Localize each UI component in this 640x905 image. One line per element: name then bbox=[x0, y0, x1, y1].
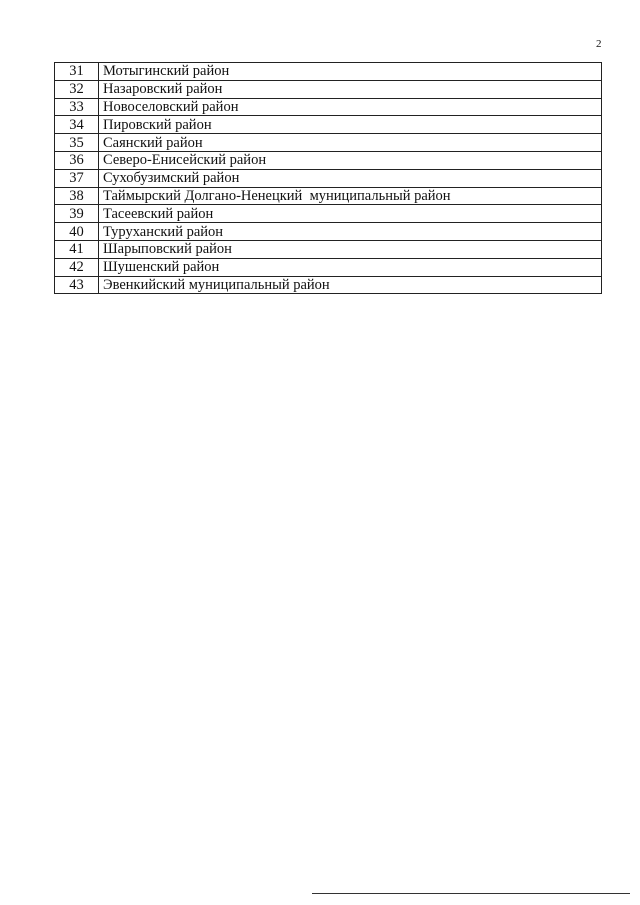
district-name: Туруханский район bbox=[99, 223, 602, 241]
row-number: 34 bbox=[55, 116, 99, 134]
table-row bbox=[55, 240, 602, 258]
district-name: Таймырский Долгано-Ненецкий муниципальный район bbox=[99, 187, 602, 205]
row-number: 33 bbox=[55, 98, 99, 116]
table-row bbox=[55, 169, 602, 187]
district-table-body bbox=[55, 63, 602, 294]
district-name: Пировский район bbox=[99, 116, 602, 134]
footer-divider bbox=[312, 893, 630, 894]
district-name: Северо-Енисейский район bbox=[99, 151, 602, 169]
table-row bbox=[55, 223, 602, 241]
table-row bbox=[55, 98, 602, 116]
table-row bbox=[55, 258, 602, 276]
row-number: 37 bbox=[55, 169, 99, 187]
row-number: 41 bbox=[55, 240, 99, 258]
row-number: 42 bbox=[55, 258, 99, 276]
row-number: 38 bbox=[55, 187, 99, 205]
row-number: 36 bbox=[55, 151, 99, 169]
district-name: Шарыповский район bbox=[99, 240, 602, 258]
row-number: 39 bbox=[55, 205, 99, 223]
row-number: 35 bbox=[55, 134, 99, 152]
page-number: 2 bbox=[596, 38, 602, 50]
district-name: Шушенский район bbox=[99, 258, 602, 276]
table-row bbox=[55, 134, 602, 152]
table-row bbox=[55, 187, 602, 205]
district-name: Саянский район bbox=[99, 134, 602, 152]
district-name: Сухобузимский район bbox=[99, 169, 602, 187]
table-row bbox=[55, 80, 602, 98]
table-row bbox=[55, 205, 602, 223]
district-name: Назаровский район bbox=[99, 80, 602, 98]
row-number: 40 bbox=[55, 223, 99, 241]
row-number: 32 bbox=[55, 80, 99, 98]
table-row bbox=[55, 151, 602, 169]
table-row bbox=[55, 116, 602, 134]
row-number: 31 bbox=[55, 63, 99, 81]
district-name: Мотыгинский район bbox=[99, 63, 602, 81]
table-row bbox=[55, 276, 602, 294]
district-name: Тасеевский район bbox=[99, 205, 602, 223]
district-name: Новоселовский район bbox=[99, 98, 602, 116]
row-number: 43 bbox=[55, 276, 99, 294]
district-name: Эвенкийский муниципальный район bbox=[99, 276, 602, 294]
table-row bbox=[55, 63, 602, 81]
district-table bbox=[54, 62, 602, 294]
